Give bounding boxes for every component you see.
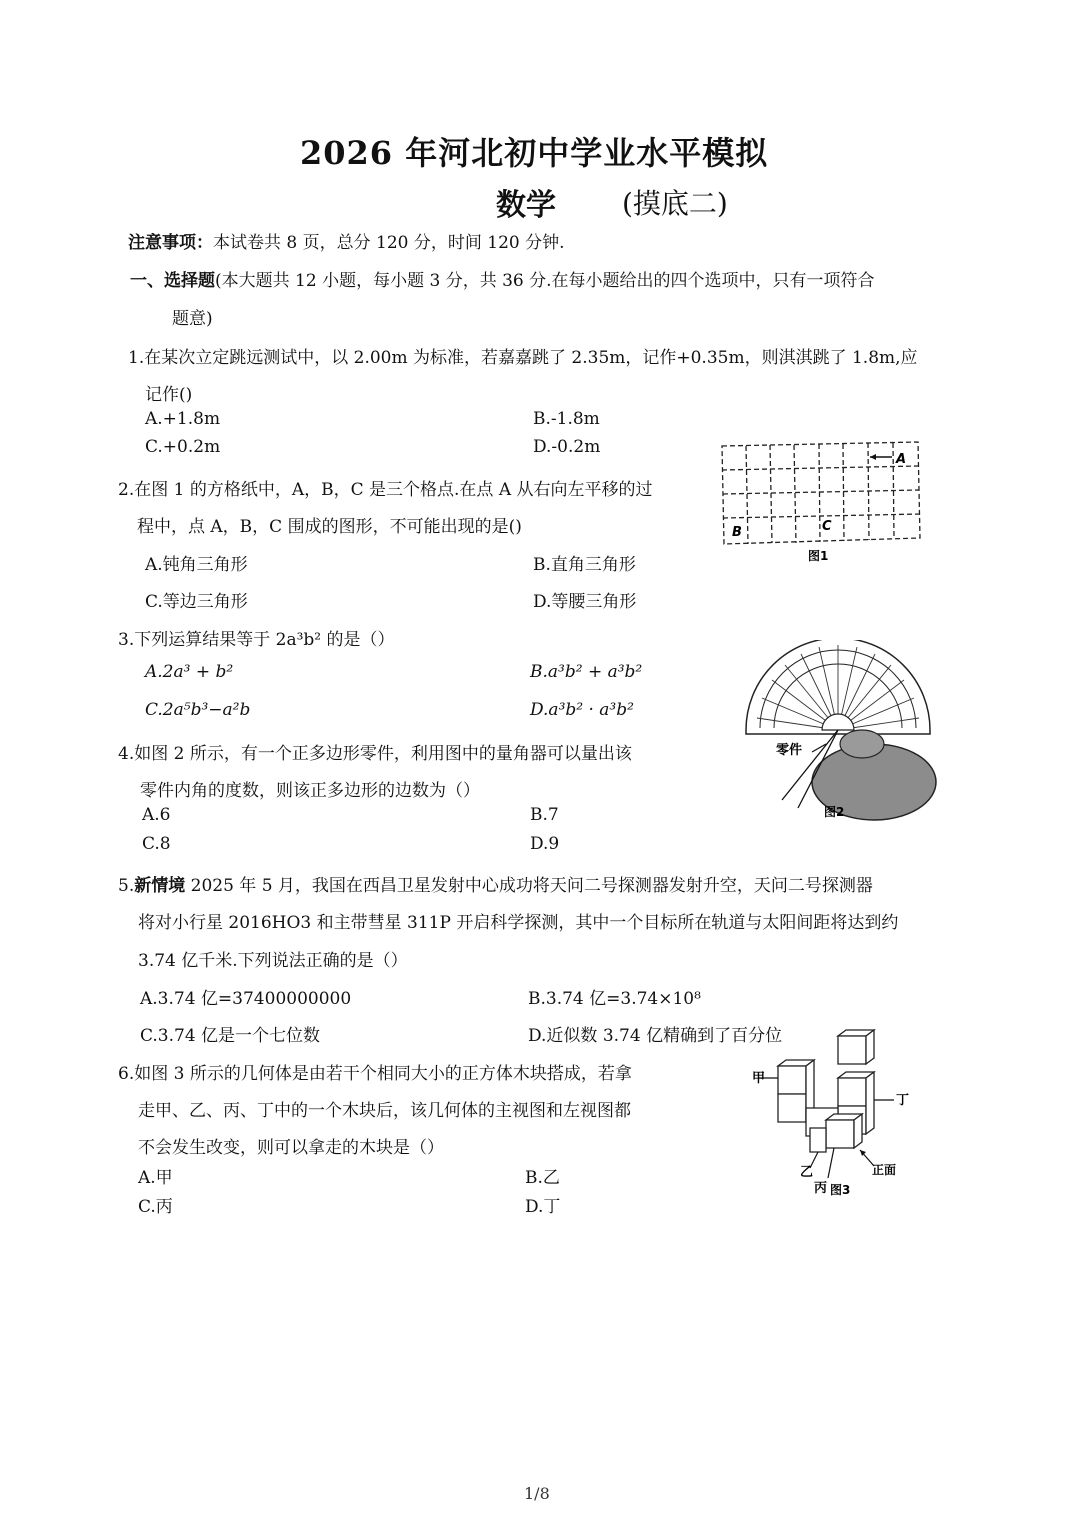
q1-stem-cont: 记作() — [145, 385, 193, 405]
q4-option-c: C.8 — [142, 834, 171, 854]
q6-option-b: B.乙 — [525, 1168, 560, 1188]
q5-stem-cont1: 将对小行星 2016HO3 和主带彗星 311P 开启科学探测，其中一个目标所在轨道与太阳间距将达到约 — [138, 913, 899, 933]
q1-option-a: A.+1.8m — [145, 409, 221, 429]
q1-option-d: D.-0.2m — [533, 437, 601, 457]
fig3-caption: 图3 — [830, 1183, 851, 1197]
q4-option-d: D.9 — [530, 834, 560, 854]
q3-option-c: C.2a⁵b³−a²b — [145, 700, 251, 720]
q5-stem-cont2: 3.74 亿千米.下列说法正确的是（） — [138, 951, 408, 971]
section-label: 一、选择题 — [130, 271, 215, 291]
notice-label: 注意事项： — [128, 233, 213, 253]
q5-option-b: B.3.74 亿=3.74×10⁸ — [528, 989, 701, 1009]
section-desc: (本大题共 12 小题，每小题 3 分，共 36 分.在每小题给出的四个选项中，只有一项符合 — [215, 271, 875, 291]
fig3-label-jia: 甲 — [752, 1071, 766, 1086]
q1-option-b: B.-1.8m — [533, 409, 600, 429]
q4-stem-cont: 零件内角的度数，则该正多边形的边数为（） — [140, 781, 480, 801]
q6-stem: 6.如图 3 所示的几何体是由若干个相同大小的正方体木块搭成，若拿 — [118, 1064, 632, 1084]
q6-stem-cont2: 不会发生改变，则可以拿走的木块是（） — [138, 1138, 444, 1158]
fig3-label-yi: 乙 — [800, 1165, 814, 1180]
q5-stem: 5.新情境 2025 年 5 月，我国在西昌卫星发射中心成功将天问二号探测器发射升空，天问二号探测器 — [118, 876, 873, 896]
exam-title: 2026 年河北初中学业水平模拟 — [300, 134, 769, 172]
figure-2-protractor — [738, 640, 938, 825]
q2-option-a: A.钝角三角形 — [145, 555, 248, 575]
figure-3-cubes — [748, 1028, 918, 1198]
q4-option-a: A.6 — [142, 805, 171, 825]
q5-tag: 新情境 — [134, 876, 186, 896]
edition-label: (摸底二) — [622, 187, 728, 220]
page-number: 1/8 — [524, 1484, 550, 1503]
q2-option-d: D.等腰三角形 — [533, 592, 637, 612]
fig2-caption: 图2 — [824, 805, 845, 819]
fig3-label-bing: 丙 — [814, 1181, 828, 1196]
q3-stem: 3.下列运算结果等于 2a³b² 的是（） — [118, 630, 395, 650]
q2-option-b: B.直角三角形 — [533, 555, 636, 575]
notice-text: 本试卷共 8 页，总分 120 分，时间 120 分钟. — [213, 233, 565, 253]
q6-option-c: C.丙 — [138, 1197, 173, 1217]
notice — [128, 228, 565, 253]
q6-option-a: A.甲 — [138, 1168, 173, 1188]
q5-option-d: D.近似数 3.74 亿精确到了百分位 — [528, 1026, 783, 1046]
q2-stem: 2.在图 1 的方格纸中，A，B，C 是三个格点.在点 A 从右向左平移的过 — [118, 480, 653, 500]
fig3-label-ding: 丁 — [896, 1093, 910, 1108]
fig1-label-b: B — [732, 525, 742, 540]
fig1-label-a: A — [896, 452, 907, 467]
fig1-label-c: C — [822, 519, 832, 534]
q4-stem: 4.如图 2 所示，有一个正多边形零件，利用图中的量角器可以量出该 — [118, 744, 632, 764]
q2-stem-cont: 程中，点 A，B，C 围成的图形，不可能出现的是() — [137, 517, 522, 537]
q3-option-d: D.a³b² · a³b² — [530, 700, 634, 720]
fig2-part-label: 零件 — [776, 743, 803, 758]
q4-option-b: B.7 — [530, 805, 559, 825]
q5-option-c: C.3.74 亿是一个七位数 — [140, 1026, 321, 1046]
q1-option-c: C.+0.2m — [145, 437, 221, 457]
q3-option-a: A.2a³ + b² — [145, 662, 234, 682]
fig3-label-front: 正面 — [872, 1163, 897, 1177]
q6-stem-cont1: 走甲、乙、丙、丁中的一个木块后，该几何体的主视图和左视图都 — [138, 1101, 631, 1121]
section-heading — [130, 266, 875, 291]
q5-option-a: A.3.74 亿=37400000000 — [140, 989, 352, 1009]
q2-option-c: C.等边三角形 — [145, 592, 248, 612]
q6-option-d: D.丁 — [525, 1197, 561, 1217]
q1-stem: 1.在某次立定跳远测试中，以 2.00m 为标准，若嘉嘉跳了 2.35m，记作+0.35m，则淇淇跳了 1.8m,应 — [128, 348, 918, 368]
q3-option-b: B.a³b² + a³b² — [530, 662, 643, 682]
figure-1-grid — [716, 436, 926, 566]
fig1-caption: 图1 — [808, 549, 829, 563]
section-desc-cont: 题意) — [172, 309, 213, 329]
subject-title: 数学 — [496, 188, 556, 223]
